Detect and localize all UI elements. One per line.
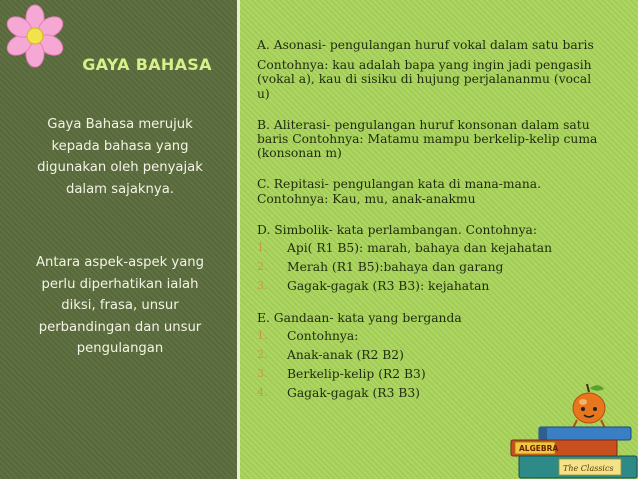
pink-flower-icon (3, 4, 67, 68)
simbolik-list (257, 241, 602, 294)
intro-paragraph: Gaya Bahasa merujuk kepada bahasa yang digunakan oleh penyajak dalam sajaknya. (37, 117, 203, 197)
content-area (257, 38, 602, 406)
list-item (257, 279, 602, 293)
list-text: Anak-anak (R2 B2) (287, 348, 404, 363)
books-apple-icon (505, 380, 638, 479)
list-number: 3. (257, 367, 268, 381)
list-item (257, 348, 602, 362)
asonasi-definition: A. Asonasi- pengulangan huruf vokal dalam satu baris (257, 38, 594, 52)
list-text: Contohnya: (287, 328, 359, 343)
list-item (257, 329, 602, 343)
list-text: Gagak-gagak (R3 B3) (287, 386, 420, 401)
list-number: 2. (257, 348, 268, 362)
book-label-classics: The Classics (563, 464, 614, 473)
book-label-algebra: ALGEBRA (519, 444, 559, 453)
repitasi-definition: C. Repitasi- pengulangan kata di mana-mana. Contohnya: Kau, mu, anak-anakmu (257, 177, 542, 206)
list-item (257, 241, 602, 255)
simbolik-definition: D. Simbolik- kata perlambangan. Contohnya: (257, 222, 538, 237)
list-number: 4. (257, 386, 268, 400)
list-number: 1. (257, 328, 268, 342)
asonasi-example: Contohnya: kau adalah bapa yang ingin jadi pengasih (vokal a), kau di sisiku di hujung perjalananmu (vocal u) (257, 58, 592, 101)
aliterasi-definition: B. Aliterasi- pengulangan huruf konsonan dalam satu baris Contohnya: Matamu mampu berkelip-kelip cuma (konsonan m) (257, 117, 598, 161)
list-text: Merah (R1 B5):bahaya dan garang (287, 260, 504, 275)
list-number: 3. (257, 279, 268, 293)
list-text: Berkelip-kelip (R2 B3) (287, 367, 426, 382)
slide-title: GAYA BAHASA (82, 55, 212, 74)
list-text: Gagak-gagak (R3 B3): kejahatan (287, 279, 490, 294)
gandaan-definition: E. Gandaan- kata yang berganda (257, 310, 462, 325)
list-number: 2. (257, 260, 268, 274)
list-number: 1. (257, 241, 268, 255)
list-item (257, 260, 602, 274)
aspects-paragraph: Antara aspek-aspek yang perlu diperhatikan ialah diksi, frasa, unsur perbandingan dan unsur pengulangan (35, 255, 205, 356)
list-text: Api( R1 B5): marah, bahaya dan kejahatan (287, 241, 553, 256)
